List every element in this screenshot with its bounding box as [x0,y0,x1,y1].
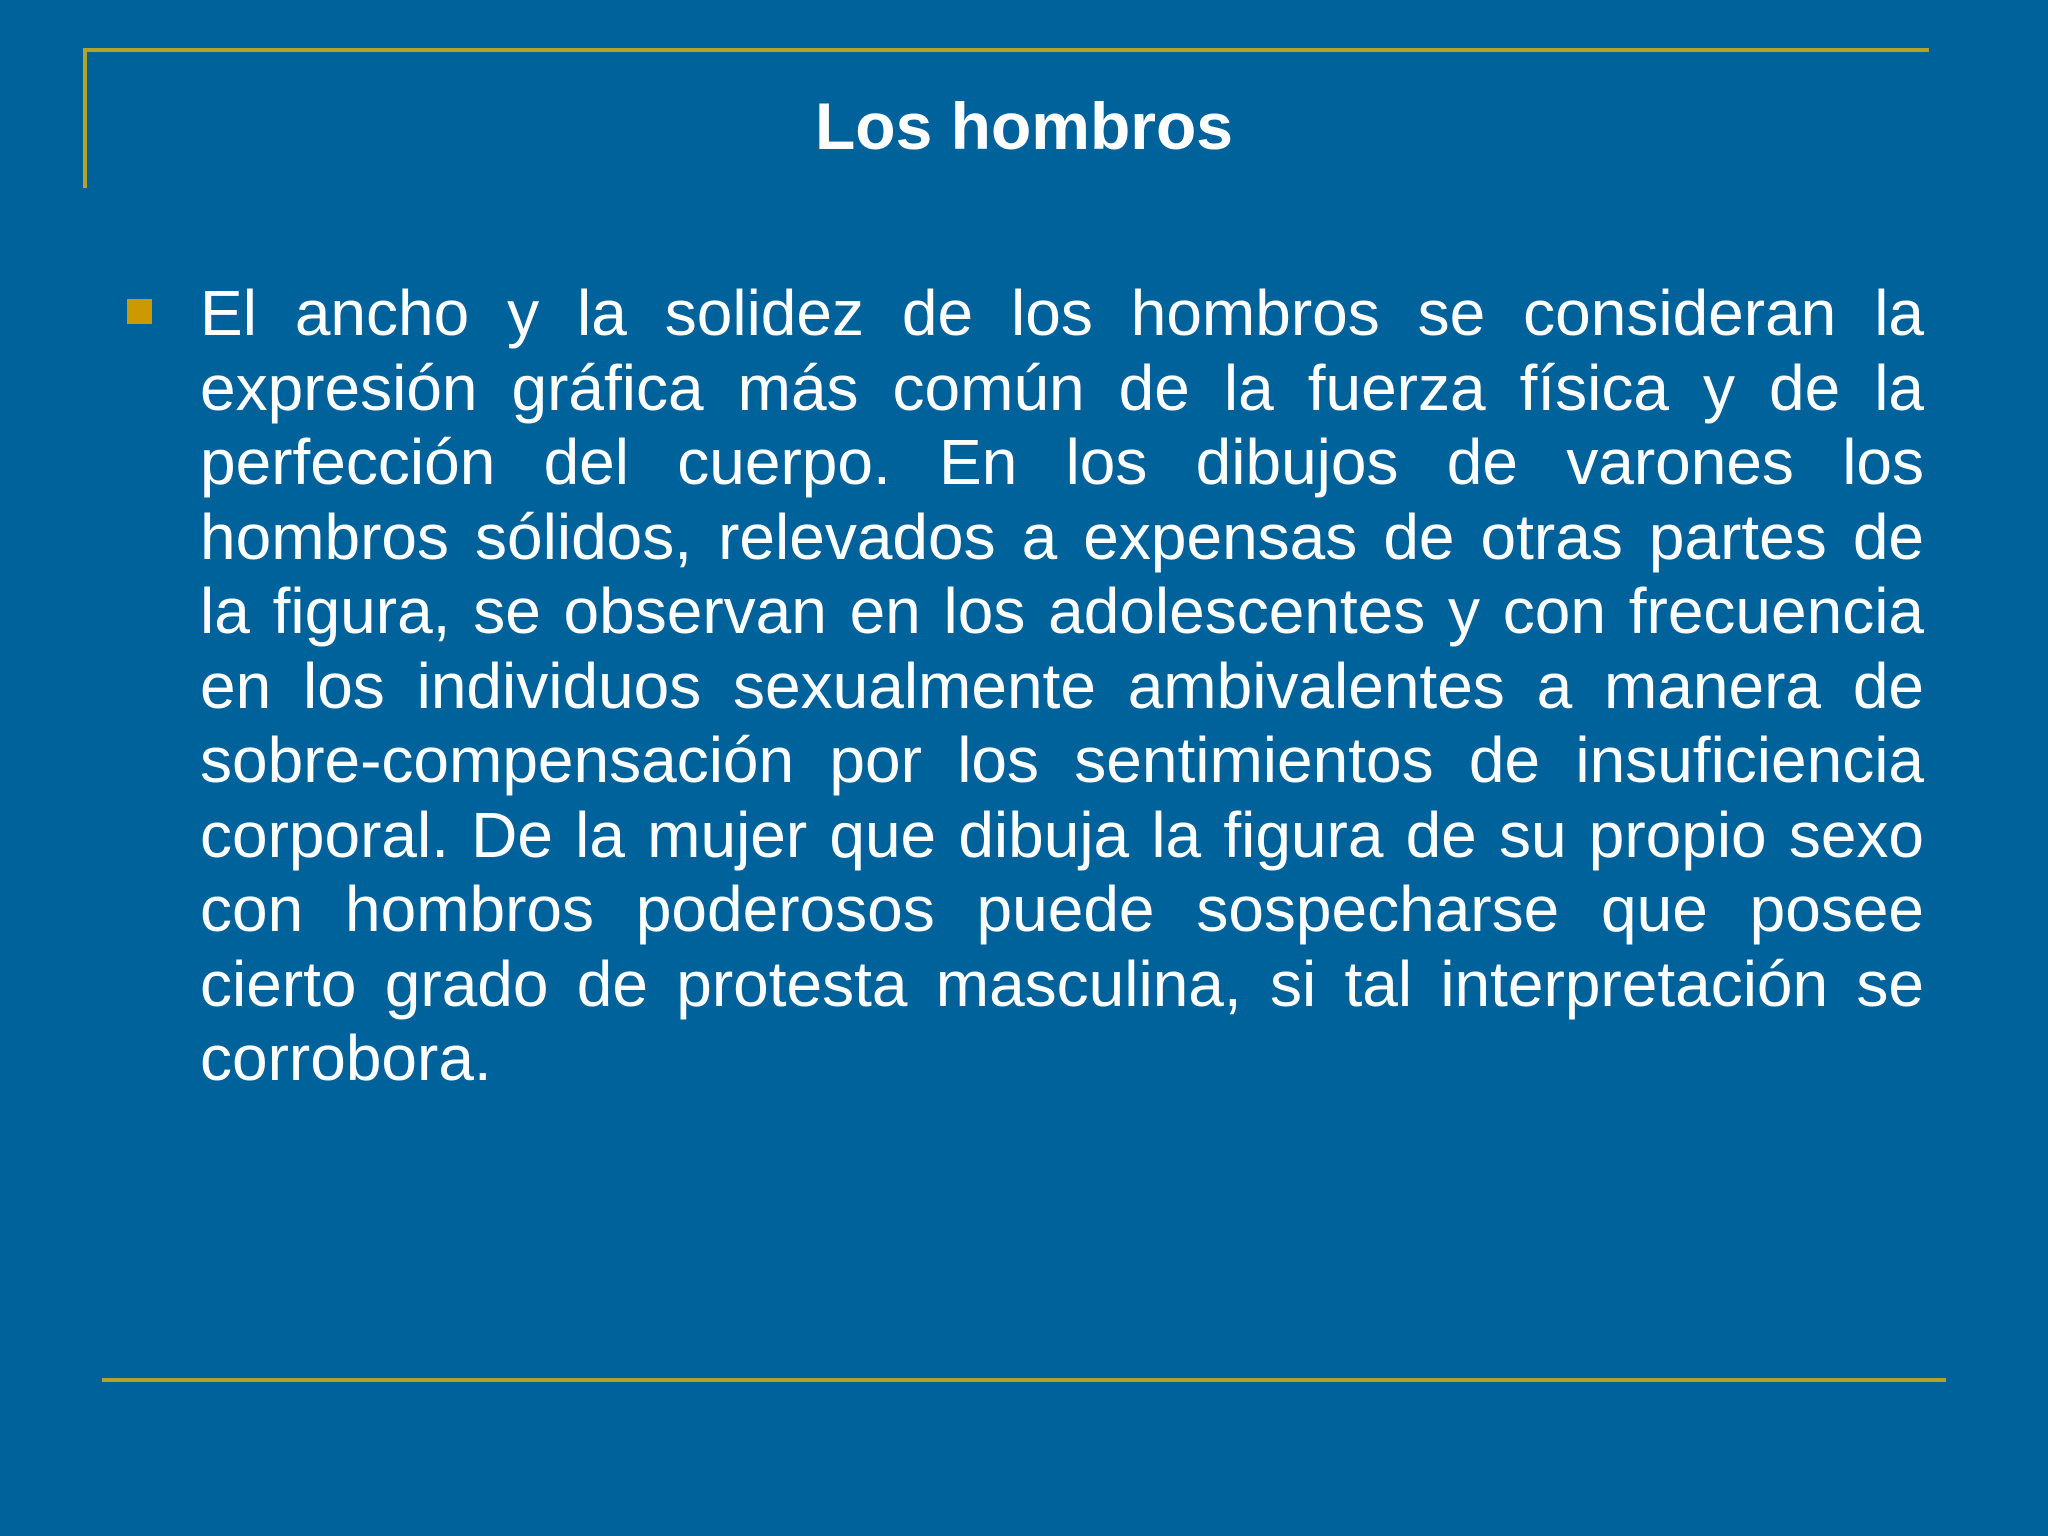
top-rule [83,48,1929,52]
slide-title: Los hombros [814,89,1233,163]
bullet-square-icon [127,299,152,324]
bullet-text: El ancho y la solidez de los hombros se consideran la expresión gráfica más común de la fuerza física y de la perfección del cuerpo. En los dibujos de varones los hombros sólidos, relevados a expensas de otras partes de la figura, se observan en los adolescentes y con frecuencia en los individuos sexualmente ambivalentes a manera de sobre-compensación por los sentimientos de insuficiencia corporal. De la mujer que dibuja la figura de su propio sexo con hombros poderosos puede sospecharse que posee cierto grado de protesta masculina, si tal interpretación se corrobora. [200,277,1924,1094]
bottom-rule [102,1378,1946,1382]
